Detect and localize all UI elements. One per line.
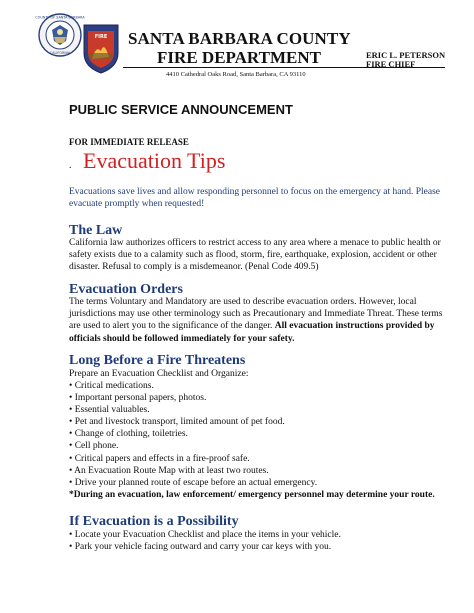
list-item: • Change of clothing, toiletries. (69, 429, 188, 440)
checklist-intro: Prepare an Evacuation Checklist and Organize: (69, 369, 249, 379)
section-heading-before: Long Before a Fire Threatens (69, 353, 246, 368)
section-heading-orders: Evacuation Orders (69, 282, 183, 297)
address: 4410 Cathedral Oaks Road, Santa Barbara, CA 93110 (166, 71, 306, 78)
chief-title: FIRE CHIEF (366, 59, 416, 69)
list-item: • Cell phone. (69, 441, 119, 452)
org-name-line1: SANTA BARBARA COUNTY (128, 29, 351, 48)
section-heading-law: The Law (69, 223, 123, 238)
seal-text-bottom: CALIFORNIA (49, 51, 71, 55)
header-divider (123, 67, 445, 68)
intro-text: Evacuations save lives and allow responding personnel to focus on the emergency at hand. Please evacuate promptly when requested! (69, 187, 441, 209)
list-item: • Critical papers and effects in a fire-proof safe. (69, 453, 250, 464)
orders-text-bold: All evacuation instructions provided by officials should be followed immediately for your safety. (69, 321, 435, 344)
list-item: • Critical medications. (69, 381, 154, 391)
fire-department-emblem (82, 23, 120, 75)
page-title: Evacuation Tips (83, 148, 226, 173)
seal-text-top: COUNTY OF SANTA BARBARA (35, 15, 85, 20)
county-seal-logo (35, 13, 85, 57)
list-item: • Important personal papers, photos. (69, 393, 207, 404)
section-heading-possibility: If Evacuation is a Possibility (69, 514, 239, 529)
org-name-line2: FIRE DEPARTMENT (157, 48, 321, 67)
emblem-text: FIRE (94, 34, 108, 40)
orders-text (69, 296, 449, 345)
list-item: • Pet and livestock transport, limited amount of pet food. (69, 417, 285, 428)
orders-text-normal: The terms Voluntary and Mandatory are used to describe evacuation orders. However, local jurisdictions may use other terminology such as Precautionary and Immediate Threat. These terms are used to alert you to the significance of the danger. (69, 297, 443, 332)
release-line: FOR IMMEDIATE RELEASE (69, 137, 189, 147)
possibility-list (69, 529, 459, 553)
law-text: California law authorizes officers to restrict access to any area where a menace to public health or safety exists due to a calamity such as flood, storm, fire, earthquake, explosion, accident or other disaster. Refusal to comply is a misdemeanor. (Penal Code 409.5) (69, 238, 441, 273)
route-note: *During an evacuation, law enforcement/ emergency personnel may determine your route. (69, 489, 435, 500)
list-item: • Locate your Evacuation Checklist and place the items in your vehicle. (69, 530, 341, 540)
checklist (69, 380, 459, 501)
chief-name: ERIC L. PETERSON (366, 50, 446, 60)
list-item: • An Evacuation Route Map with at least two routes. (69, 465, 269, 476)
announcement-type: PUBLIC SERVICE ANNOUNCEMENT (69, 102, 293, 117)
list-item: • Drive your planned route of escape before an actual emergency. (69, 477, 318, 488)
list-item: • Essential valuables. (69, 405, 150, 416)
list-item: • Park your vehicle facing outward and carry your car keys with you. (69, 542, 332, 553)
title-bullet: . (69, 160, 72, 171)
